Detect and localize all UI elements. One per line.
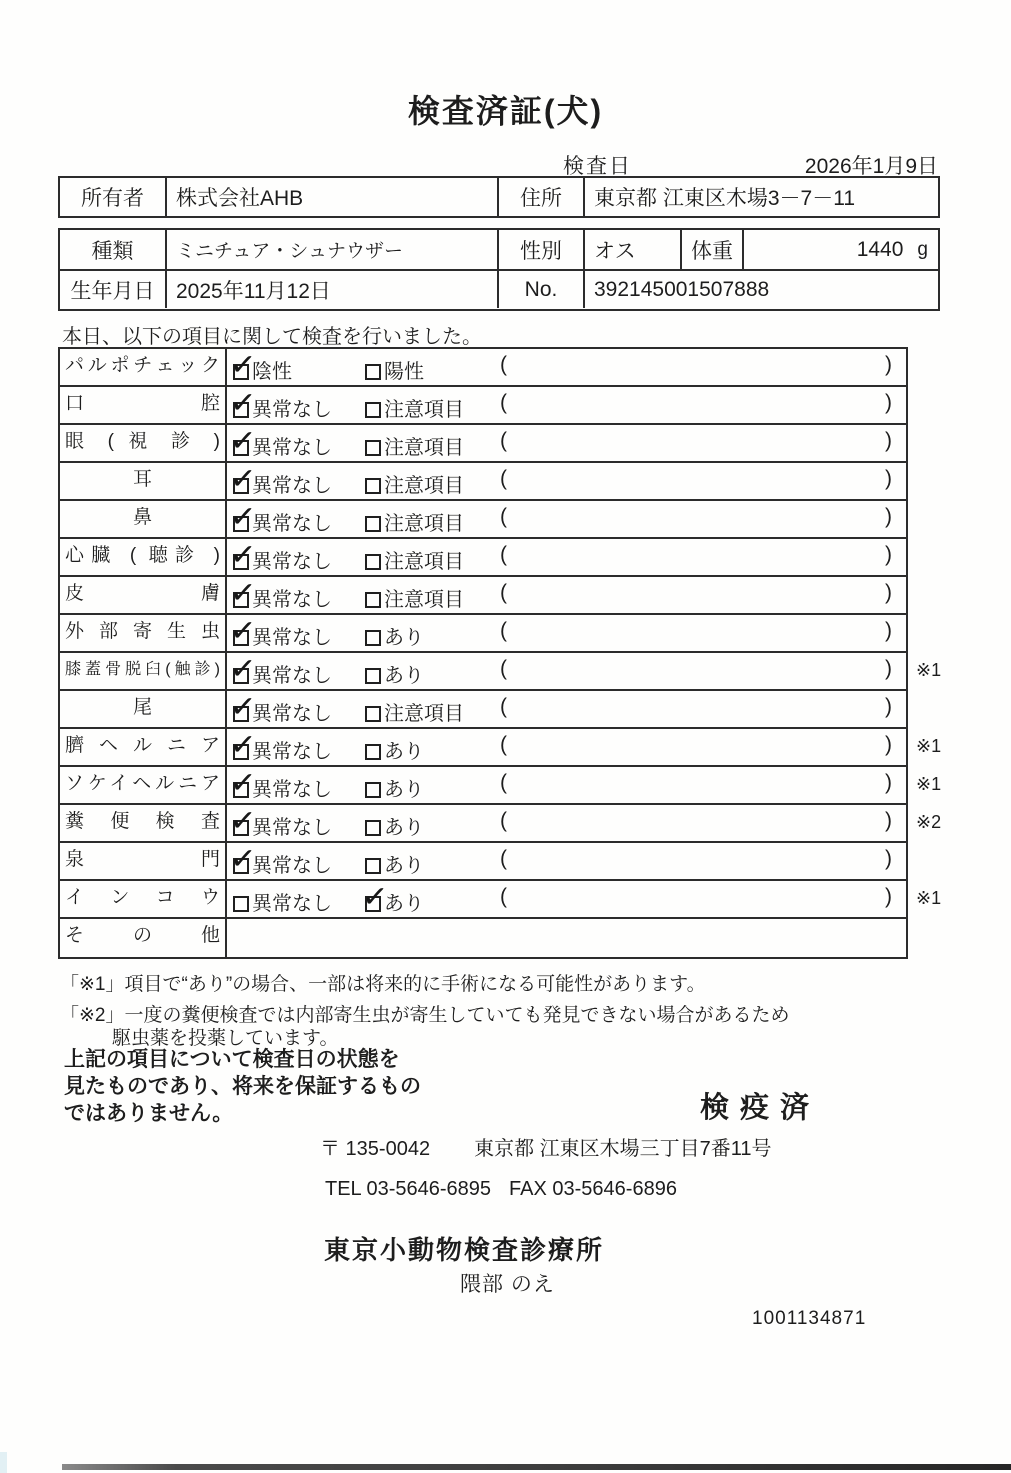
checkbox-unchecked <box>365 554 381 570</box>
checklist-option-label: あり <box>384 855 424 877</box>
checklist-item-label: 鼻 <box>60 501 227 537</box>
checklist-option-label: 異常なし <box>252 437 332 459</box>
remarks-paren-close: ) <box>885 467 892 490</box>
checklist-row-content <box>227 573 906 613</box>
checkbox-unchecked <box>365 478 381 494</box>
postal-code: 〒 135-0042 <box>320 1138 431 1160</box>
pet-table-row-2 <box>60 269 938 308</box>
checklist-option <box>365 583 464 612</box>
checkmark-icon: ✓ <box>228 763 258 802</box>
checklist-option-label: 注意項目 <box>384 513 464 535</box>
checklist-option-label: 異常なし <box>252 627 332 649</box>
row-footnote-marker: ※1 <box>916 736 942 756</box>
remarks-paren-open: ( <box>500 581 507 604</box>
scan-artifact-bar <box>62 1464 1011 1470</box>
checklist-row <box>60 497 906 539</box>
checklist-option-label: 注意項目 <box>384 589 464 611</box>
row-footnote-marker: ※1 <box>916 660 942 680</box>
checklist-row-content <box>227 801 906 841</box>
checklist-item-label: 臍ヘルニア <box>60 729 227 765</box>
checkbox-unchecked <box>365 402 381 418</box>
checklist-option-label: 注意項目 <box>384 551 464 573</box>
checklist-option-label: 異常なし <box>252 741 332 763</box>
remarks-paren-close: ) <box>885 353 892 376</box>
checklist-item-label: 尾 <box>60 691 227 727</box>
checklist-option <box>228 421 332 460</box>
checklist-item-label: インコウ <box>60 881 227 917</box>
breed-label: 種類 <box>60 230 167 269</box>
row-footnote-marker: ※1 <box>916 888 942 908</box>
checklist-option-label: 注意項目 <box>384 437 464 459</box>
address-value: 東京都 江東区木場3－7－11 <box>594 187 855 210</box>
remarks-paren-close: ) <box>885 505 892 528</box>
disclaimer-text <box>64 1046 421 1127</box>
checkbox-checked <box>228 573 258 612</box>
checklist-option <box>365 431 464 460</box>
remarks-paren-close: ) <box>885 771 892 794</box>
owner-label: 所有者 <box>60 178 167 216</box>
checkmark-icon: ✓ <box>228 611 258 650</box>
remarks-paren-open: ( <box>500 353 507 376</box>
checklist-row <box>60 421 906 463</box>
checkbox-checked <box>228 459 258 498</box>
checkbox-checked <box>228 725 258 764</box>
remarks-paren-open: ( <box>500 733 507 756</box>
checklist-option-label: 異常なし <box>252 855 332 877</box>
checklist-table <box>58 345 942 959</box>
checkbox-checked <box>228 801 258 840</box>
clinic-fax: FAX 03-5646-6896 <box>509 1178 677 1200</box>
checklist-item-label: その他 <box>60 919 227 957</box>
checklist-item-label: 口腔 <box>60 387 227 423</box>
checklist-row <box>60 801 942 843</box>
checkmark-icon: ✓ <box>228 383 258 422</box>
checkbox-unchecked <box>365 782 381 798</box>
inspection-date-label: 検査日 <box>563 155 632 178</box>
checklist-option <box>228 649 332 688</box>
checklist-row-content <box>227 919 906 957</box>
sex-label: 性別 <box>499 230 585 269</box>
checkbox-unchecked <box>233 896 249 912</box>
serial-number: 1001134871 <box>752 1308 867 1329</box>
checklist-option <box>365 735 424 764</box>
checkbox-checked <box>228 421 258 460</box>
checkbox-unchecked <box>365 630 381 646</box>
remarks-paren-close: ) <box>885 581 892 604</box>
checkbox-unchecked <box>365 440 381 456</box>
checkbox-unchecked <box>365 668 381 684</box>
disclaimer-line-3: ではありません。 <box>64 1102 234 1125</box>
checklist-item-label: 糞便検査 <box>60 805 227 841</box>
checkbox-unchecked <box>365 364 381 380</box>
checkbox-unchecked <box>365 820 381 836</box>
quarantine-stamp: 検疫済 <box>700 1092 821 1124</box>
checklist-option-label: 異常なし <box>252 475 332 497</box>
checkbox-checked <box>228 535 258 574</box>
checklist-option <box>233 887 332 916</box>
checklist-row <box>60 611 906 653</box>
owner-value: 株式会社AHB <box>167 178 499 216</box>
weight-value <box>744 230 942 269</box>
checkmark-icon: ✓ <box>360 877 390 916</box>
checklist-option <box>228 345 292 384</box>
checklist-row-content <box>227 877 906 917</box>
checklist-item-label: パルポチェック <box>60 349 227 385</box>
checklist-option-label: あり <box>384 665 424 687</box>
checkbox-unchecked <box>365 516 381 532</box>
birthdate-value: 2025年11月12日 <box>167 271 499 308</box>
disclaimer-line-2: 見たものであり、将来を保証するもの <box>64 1075 421 1098</box>
checklist-option <box>228 839 332 878</box>
checkbox-checked <box>228 649 258 688</box>
pet-table <box>58 228 940 311</box>
remarks-paren-open: ( <box>500 809 507 832</box>
checkbox-checked <box>360 877 390 916</box>
checklist-row-content <box>227 383 906 423</box>
clinic-tel: TEL 03-5646-6895 <box>325 1178 492 1200</box>
checklist-option-label: 異常なし <box>252 893 332 915</box>
checklist-item-label: 皮膚 <box>60 577 227 613</box>
checklist-option-label: 異常なし <box>252 779 332 801</box>
checklist-option <box>228 497 332 536</box>
checklist-option <box>365 659 424 688</box>
checkmark-icon: ✓ <box>228 345 258 384</box>
checklist-option <box>228 801 332 840</box>
remarks-paren-open: ( <box>500 543 507 566</box>
checklist-option-label: 異常なし <box>252 703 332 725</box>
checklist-row <box>60 763 942 805</box>
checkbox-checked <box>228 687 258 726</box>
checklist-row <box>60 535 906 577</box>
checklist-option <box>228 535 332 574</box>
checkbox-checked <box>228 383 258 422</box>
checkbox-unchecked <box>365 858 381 874</box>
checklist-option <box>365 811 424 840</box>
checklist-option <box>228 763 332 802</box>
remarks-paren-open: ( <box>500 429 507 452</box>
intro-text: 本日、以下の項目に関して検査を行いました。 <box>62 326 482 348</box>
checkmark-icon: ✓ <box>228 497 258 536</box>
checklist-option-label: 注意項目 <box>384 703 464 725</box>
checklist-row <box>60 839 906 881</box>
checklist-row-content <box>227 459 906 499</box>
checklist-option-label: 陰性 <box>252 361 292 383</box>
clinic-name: 東京小動物検査診療所 <box>324 1235 605 1265</box>
checklist-option <box>365 849 424 878</box>
checklist-item-label: ソケイヘルニア <box>60 767 227 803</box>
checklist-row-content <box>227 687 906 727</box>
scan-artifact-smudge <box>0 1452 7 1473</box>
checklist-option-label: 異常なし <box>252 589 332 611</box>
checklist-row-content <box>227 611 906 651</box>
checklist-option-label: あり <box>384 893 424 915</box>
checkbox-checked <box>228 611 258 650</box>
checkmark-icon: ✓ <box>228 459 258 498</box>
remarks-paren-close: ) <box>885 885 892 908</box>
checklist-option <box>365 469 464 498</box>
footnote-2-line-2: 駆虫薬を投薬しています。 <box>112 1028 339 1049</box>
checkmark-icon: ✓ <box>228 421 258 460</box>
checklist-option-label: 異常なし <box>252 399 332 421</box>
checkmark-icon: ✓ <box>228 687 258 726</box>
checkmark-icon: ✓ <box>228 725 258 764</box>
row-footnote-marker: ※2 <box>916 812 942 832</box>
remarks-paren-close: ) <box>885 733 892 756</box>
remarks-paren-open: ( <box>500 771 507 794</box>
clinic-address: 東京都 江東区木場三丁目7番11号 <box>474 1138 772 1160</box>
checkbox-checked <box>228 345 258 384</box>
checkbox-checked <box>228 497 258 536</box>
checkmark-icon: ✓ <box>228 573 258 612</box>
checklist-option <box>228 687 332 726</box>
row-footnote-marker: ※1 <box>916 774 942 794</box>
checkbox-unchecked <box>365 744 381 760</box>
checklist-option <box>365 621 424 650</box>
checklist-option <box>228 383 332 422</box>
checklist-row-content <box>227 725 906 765</box>
owner-table <box>58 176 940 218</box>
checklist-item-label: 外部寄生虫 <box>60 615 227 651</box>
checklist-option-label: 異常なし <box>252 817 332 839</box>
checklist-option <box>228 725 332 764</box>
checkbox-unchecked <box>365 706 381 722</box>
remarks-paren-close: ) <box>885 695 892 718</box>
remarks-paren-open: ( <box>500 391 507 414</box>
checklist-option-label: 注意項目 <box>384 399 464 421</box>
checklist-row <box>60 573 906 615</box>
checklist-option <box>228 573 332 612</box>
checkmark-icon: ✓ <box>228 535 258 574</box>
checklist-row-content <box>227 763 906 803</box>
checklist-item-label: 心臓 ( 聴診 ) <box>60 539 227 575</box>
checklist-option <box>360 877 424 916</box>
checklist-row <box>60 725 942 767</box>
checkmark-icon: ✓ <box>228 649 258 688</box>
checklist-row <box>60 345 906 387</box>
owner-table-row <box>60 178 938 216</box>
checkbox-checked <box>228 763 258 802</box>
footnote-1: 「※1」項目で“あり”の場合、一部は将来的に手術になる可能性があります。 <box>60 974 706 995</box>
clinic-contact-line <box>325 1178 677 1201</box>
checklist-option-label: 異常なし <box>252 665 332 687</box>
checklist-item-label: 泉門 <box>60 843 227 879</box>
checklist-option-label: 陽性 <box>384 361 424 383</box>
footnote-2-line-1: 「※2」一度の糞便検査では内部寄生虫が寄生していても発見できない場合があるため <box>60 1005 790 1026</box>
checklist-option <box>365 545 464 574</box>
checklist-option-label: 異常なし <box>252 513 332 535</box>
checklist-row-content <box>227 497 906 537</box>
checklist-row <box>60 383 906 425</box>
checklist-row <box>60 459 906 501</box>
checklist-option-label: 異常なし <box>252 551 332 573</box>
checkbox-unchecked <box>365 592 381 608</box>
remarks-paren-open: ( <box>500 619 507 642</box>
checklist-row-content <box>227 649 906 689</box>
checklist-row <box>60 649 942 691</box>
checklist-option <box>228 459 332 498</box>
remarks-paren-open: ( <box>500 885 507 908</box>
sex-value: オス <box>585 230 682 269</box>
remarks-paren-open: ( <box>500 695 507 718</box>
examiner-name: 隈部 のえ <box>460 1273 555 1296</box>
checklist-option-label: あり <box>384 741 424 763</box>
disclaimer-line-1: 上記の項目について検査日の状態を <box>64 1048 400 1071</box>
checkmark-icon: ✓ <box>228 801 258 840</box>
pet-table-row-1 <box>60 230 938 269</box>
checklist-item-label: 眼 ( 視 診 ) <box>60 425 227 461</box>
checklist-option-label: あり <box>384 779 424 801</box>
document-title: 検査済証(犬) <box>407 93 604 129</box>
checklist-option-label: あり <box>384 627 424 649</box>
breed-value: ミニチュア・シュナウザー <box>167 230 499 269</box>
remarks-paren-close: ) <box>885 619 892 642</box>
address-label: 住所 <box>499 178 585 216</box>
remarks-paren-open: ( <box>500 657 507 680</box>
remarks-paren-close: ) <box>885 391 892 414</box>
weight-number: 1440 <box>856 237 904 261</box>
weight-unit: g <box>917 238 928 260</box>
inspection-date-value: 2026年1月9日 <box>804 155 938 178</box>
checklist-row-content <box>227 345 906 385</box>
remarks-paren-open: ( <box>500 505 507 528</box>
id-number-label: No. <box>499 271 585 308</box>
id-number-value: 392145001507888 <box>594 277 770 301</box>
checklist-option <box>365 393 464 422</box>
checklist-option <box>365 773 424 802</box>
checklist-row-content <box>227 421 906 461</box>
checklist-row-content <box>227 839 906 879</box>
checkmark-icon: ✓ <box>228 839 258 878</box>
checklist-option <box>365 355 424 384</box>
checkbox-checked <box>228 839 258 878</box>
remarks-paren-close: ) <box>885 543 892 566</box>
checklist-item-label: 膝蓋骨脱臼(触診) <box>60 653 227 689</box>
weight-label: 体重 <box>682 230 744 269</box>
checklist-row <box>60 687 906 729</box>
checklist-option <box>228 611 332 650</box>
remarks-paren-close: ) <box>885 809 892 832</box>
checklist-option <box>365 697 464 726</box>
remarks-paren-open: ( <box>500 467 507 490</box>
remarks-paren-open: ( <box>500 847 507 870</box>
birthdate-label: 生年月日 <box>60 271 167 308</box>
checklist-option-label: あり <box>384 817 424 839</box>
checklist-option <box>365 507 464 536</box>
remarks-paren-close: ) <box>885 429 892 452</box>
checklist-row <box>60 919 906 957</box>
remarks-paren-close: ) <box>885 847 892 870</box>
checklist-row <box>60 877 942 919</box>
clinic-address-line <box>320 1132 772 1161</box>
checklist-row-content <box>227 535 906 575</box>
checklist-option-label: 注意項目 <box>384 475 464 497</box>
remarks-paren-close: ) <box>885 657 892 680</box>
checklist-item-label: 耳 <box>60 463 227 499</box>
